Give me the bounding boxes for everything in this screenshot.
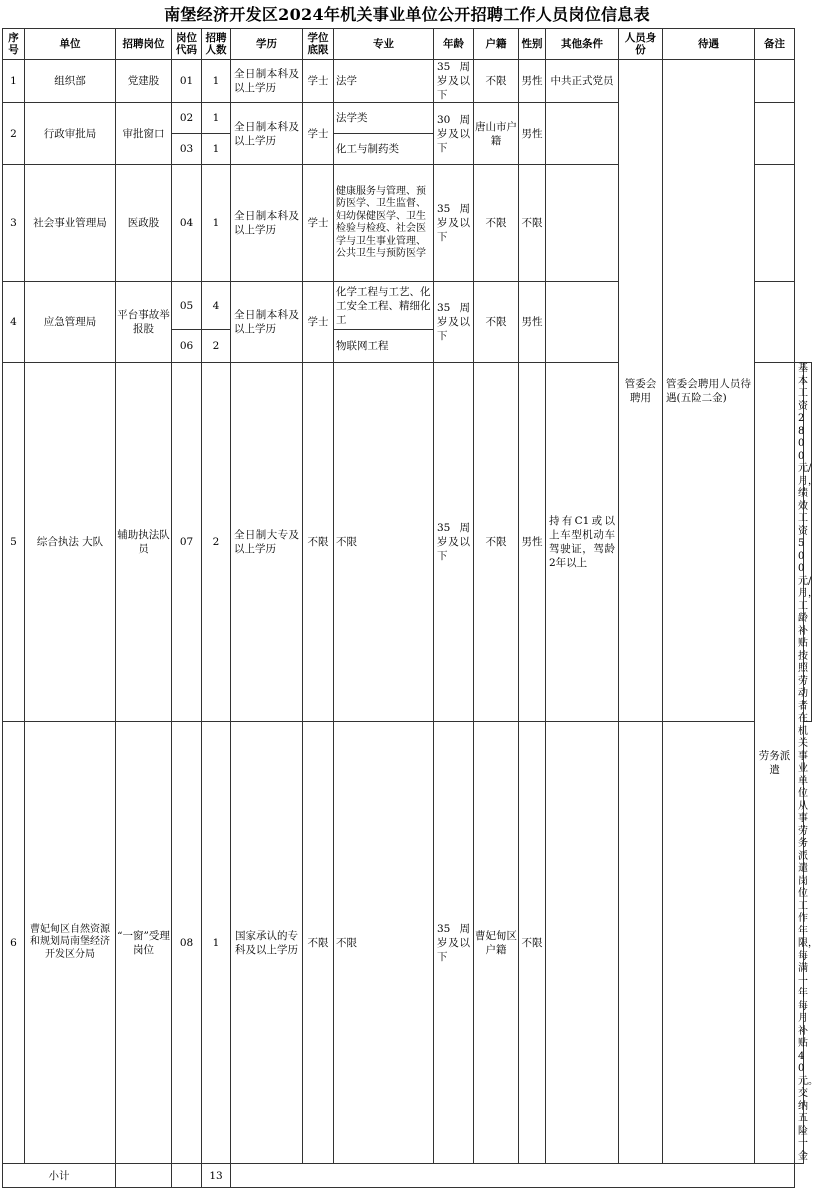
row-seq: 6 [3,722,25,1164]
header-position: 招聘岗位 [116,29,172,60]
subtotal-row [3,1164,812,1188]
row-other [546,722,619,1164]
header-count: 招聘人数 [202,29,231,60]
row-position: 平台事故举报股 [116,282,172,363]
row-code: 06 [172,330,202,363]
treatment-cell-a: 管委会聘用人员待遇(五险二金) [663,60,755,722]
row-code: 05 [172,282,202,330]
row-household: 不限 [474,363,519,722]
header-gender: 性别 [519,29,546,60]
row-other [546,282,619,363]
header-household: 户籍 [474,29,519,60]
header-identity: 人员身份 [619,29,663,60]
subtotal-empty [172,1164,202,1188]
row-remarks [755,60,795,103]
row-education: 全日制本科及以上学历 [231,103,303,165]
header-remarks: 备注 [755,29,795,60]
row-remarks [755,282,795,363]
row-degree: 不限 [303,363,334,722]
row-education: 全日制本科及以上学历 [231,282,303,363]
row-age: 35周岁及以下 [434,363,474,722]
row-code: 08 [172,722,202,1164]
row-major: 化工与制药类 [334,134,434,165]
row-age: 35周岁及以下 [434,60,474,103]
row-gender: 不限 [519,722,546,1164]
row-count: 1 [202,165,231,282]
row-seq: 3 [3,165,25,282]
row-seq: 5 [3,363,25,722]
row-remarks [755,165,795,282]
header-treatment: 待遇 [663,29,755,60]
subtotal-label: 小计 [3,1164,116,1188]
row-count: 1 [202,60,231,103]
positions-table [2,28,818,1188]
row-education: 全日制本科及以上学历 [231,165,303,282]
row-degree: 学士 [303,103,334,165]
header-seq: 序号 [3,29,25,60]
header-degree: 学位底限 [303,29,334,60]
row-unit: 综合执法 大队 [25,363,116,722]
row-household: 不限 [474,165,519,282]
row-education: 全日制本科及以上学历 [231,60,303,103]
row-degree: 学士 [303,282,334,363]
row-age: 35周岁及以下 [434,282,474,363]
row-education: 国家承认的专科及以上学历 [231,722,303,1164]
row-degree: 不限 [303,722,334,1164]
header-age: 年龄 [434,29,474,60]
row-unit: 行政审批局 [25,103,116,165]
header-education: 学历 [231,29,303,60]
row-education: 全日制大专及以上学历 [231,363,303,722]
row-household: 不限 [474,60,519,103]
row-major: 物联网工程 [334,330,434,363]
row-other [546,165,619,282]
row-count: 2 [202,363,231,722]
row-position: 辅助执法队员 [116,363,172,722]
row-unit: 组织部 [25,60,116,103]
row-age: 30周岁及以下 [434,103,474,165]
row-count: 4 [202,282,231,330]
row-degree: 学士 [303,60,334,103]
row-position: 医政股 [116,165,172,282]
row-age: 35周岁及以下 [434,165,474,282]
header-row [3,29,812,60]
row-degree: 学士 [303,165,334,282]
row-major: 不限 [334,363,434,722]
identity-cell-a: 管委会聘用 [619,60,663,722]
row-age: 35周岁及以下 [434,722,474,1164]
header-major: 专业 [334,29,434,60]
row-code: 02 [172,103,202,134]
row-gender: 不限 [519,165,546,282]
row-household: 曹妃甸区户籍 [474,722,519,1164]
row-position: 审批窗口 [116,103,172,165]
row-count: 1 [202,103,231,134]
header-other: 其他条件 [546,29,619,60]
row-major: 不限 [334,722,434,1164]
row-seq: 1 [3,60,25,103]
row-remarks [755,103,795,165]
row-remarks [619,722,663,1164]
row-code: 03 [172,134,202,165]
row-major: 法学类 [334,103,434,134]
row-code: 04 [172,165,202,282]
row-unit: 应急管理局 [25,282,116,363]
row-position: 党建股 [116,60,172,103]
row-unit: 社会事业管理局 [25,165,116,282]
row-code: 07 [172,363,202,722]
row-gender: 男性 [519,60,546,103]
subtotal-empty [116,1164,172,1188]
header-code: 岗位代码 [172,29,202,60]
subtotal-empty [231,1164,795,1188]
subtotal-count: 13 [202,1164,231,1188]
row-major: 化学工程与工艺、化工安全工程、精细化工 [334,282,434,330]
table-row [3,60,812,103]
row-major: 健康服务与管理、预防医学、卫生监督、妇幼保健医学、卫生检验与检疫、社会医学与卫生事业管理、公共卫生与预防医学 [334,165,434,282]
row-gender: 男性 [519,103,546,165]
row-unit: 曹妃甸区自然资源和规划局南堡经济开发区分局 [25,722,116,1164]
row-other: 中共正式党员 [546,60,619,103]
row-count: 2 [202,330,231,363]
row-gender: 男性 [519,363,546,722]
row-seq: 4 [3,282,25,363]
row-major: 法学 [334,60,434,103]
row-household: 唐山市户籍 [474,103,519,165]
row-household: 不限 [474,282,519,363]
treatment-cell-b: 基本工资2800元/月，绩效工资500元/月，工龄补贴按照劳动者在机关事业单位从事劳务派遣岗位工作年限，每满一年每月补贴40元。交纳五险一金 [795,363,804,1164]
row-seq: 2 [3,103,25,165]
row-gender: 男性 [519,282,546,363]
table-row [3,722,812,1164]
row-code: 01 [172,60,202,103]
row-position: “一窗”受理岗位 [116,722,172,1164]
page-title: 南堡经济开发区2024年机关事业单位公开招聘工作人员岗位信息表 [164,5,650,24]
row-count: 1 [202,134,231,165]
row-other: 持有C1或以上车型机动车驾驶证，驾龄2年以上 [546,363,619,722]
row-count: 1 [202,722,231,1164]
row-other [546,103,619,165]
identity-cell-b: 劳务派遣 [755,363,795,1164]
header-unit: 单位 [25,29,116,60]
